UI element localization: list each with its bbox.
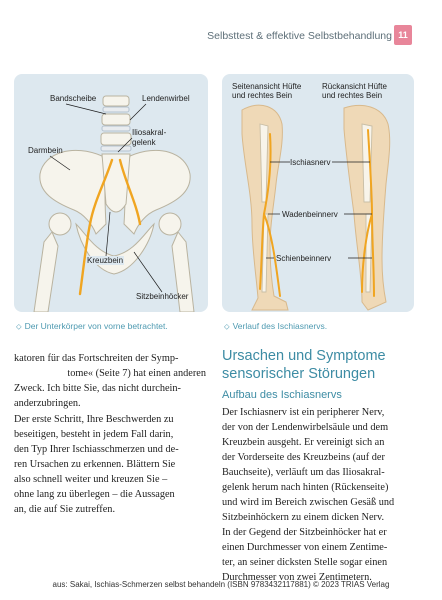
text-line: In der Gegend der Sitzbeinhöcker hat er (222, 527, 387, 538)
label-lendenwirbel: Lendenwirbel (142, 94, 190, 103)
label-seitenansicht-1: Seitenansicht Hüfte (232, 82, 302, 91)
text-line: Bauchseite), verläuft um das Iliosakral- (222, 467, 385, 478)
legs-illustration (222, 74, 414, 312)
text-line: Der erste Schritt, Ihre Beschwerden zu (14, 414, 174, 425)
caption-left-text: Der Unterkörper von vorne betrachtet. (24, 321, 168, 331)
text-line: und wird im Bereich zwischen Gesäß und (222, 497, 395, 508)
label-schienbeinnerv: Schienbeinnerv (276, 254, 332, 263)
text-line: Der Ischiasnerv ist ein peripherer Nerv, (222, 407, 385, 418)
label-sitzbeinhoecker: Sitzbeinhöcker (136, 292, 189, 301)
sciatic-figure (222, 74, 414, 312)
text-line: an, die auf Sie zutreffen. (14, 504, 116, 515)
text-line: ohne lang zu überlegen – die Aussagen (14, 489, 175, 500)
label-rueckansicht-2: und rechtes Bein (322, 91, 383, 100)
text-line: tome« (Seite 7) hat einen anderen (67, 368, 206, 379)
text-line: den Typ Ihrer Ischiasschmerzen und de- (14, 444, 179, 455)
label-darmbein: Darmbein (28, 146, 63, 155)
left-paragraph-1 (14, 351, 206, 411)
left-paragraph-2 (14, 412, 206, 517)
section-title-line-2: sensorischer Störungen (222, 366, 376, 382)
text-line: also schnell weiter und kreuzen Sie – (14, 474, 168, 485)
text-line: Zweck. Ich bitte Sie, das nicht durchein- (14, 383, 181, 394)
caption-arrow-icon: ⬦ (224, 322, 230, 331)
label-kreuzbein: Kreuzbein (87, 256, 124, 265)
label-iliosakral-2: gelenk (132, 138, 156, 147)
running-header: Selbsttest & effektive Selbstbehandlung (207, 30, 392, 42)
caption-left (16, 321, 168, 332)
text-line: Kreuzbein ausgeht. Er vereinigt sich an (222, 437, 385, 448)
label-wadenbeinnerv: Wadenbeinnerv (282, 210, 338, 219)
section-title (222, 347, 422, 383)
text-line: gelenk herum nach hinten (Rückenseite) (222, 482, 389, 493)
label-bandscheibe: Bandscheibe (50, 94, 97, 103)
right-paragraph (222, 405, 416, 585)
source-footer: aus: Sakai, Ischias-Schmerzen selbst behandeln (ISBN 9783432117881) © 2023 TRIAS Verlag (52, 580, 390, 589)
text-line: der von der Lendenwirbelsäule und dem (222, 422, 389, 433)
text-line: einen Durchmesser von einem Zentime- (222, 542, 388, 553)
text-line: der Vorderseite des Kreuzbeins (auf der (222, 452, 385, 463)
label-iliosakral-1: Iliosakral- (132, 128, 167, 137)
text-line: Sitzbeinhöckern zu einem dicken Nerv. (222, 512, 385, 523)
pelvis-figure (14, 74, 208, 312)
text-line: Durchmesser von zwei Zentimetern. (222, 572, 372, 583)
caption-arrow-icon: ⬦ (16, 322, 22, 331)
page-number-badge: 11 (394, 25, 412, 45)
text-line: anderzubringen. (14, 398, 81, 409)
pelvis-illustration (14, 74, 208, 312)
caption-right (224, 321, 327, 332)
text-line: ter, an seiner dicksten Stelle sogar einen (222, 557, 388, 568)
caption-right-text: Verlauf des Ischiasnervs. (232, 321, 328, 331)
text-line: katoren für das Fortschreiten der Symp- (14, 353, 179, 364)
text-line: beseitigen, besteht in jedem Fall darin, (14, 429, 174, 440)
label-rueckansicht-1: Rückansicht Hüfte (322, 82, 387, 91)
subheading: Aufbau des Ischiasnervs (222, 389, 342, 401)
section-title-line-1: Ursachen und Symptome (222, 348, 386, 364)
text-line: ren Ursachen zu erkennen. Blättern Sie (14, 459, 176, 470)
label-ischiasnerv: Ischiasnerv (290, 158, 331, 167)
label-seitenansicht-2: und rechtes Bein (232, 91, 293, 100)
